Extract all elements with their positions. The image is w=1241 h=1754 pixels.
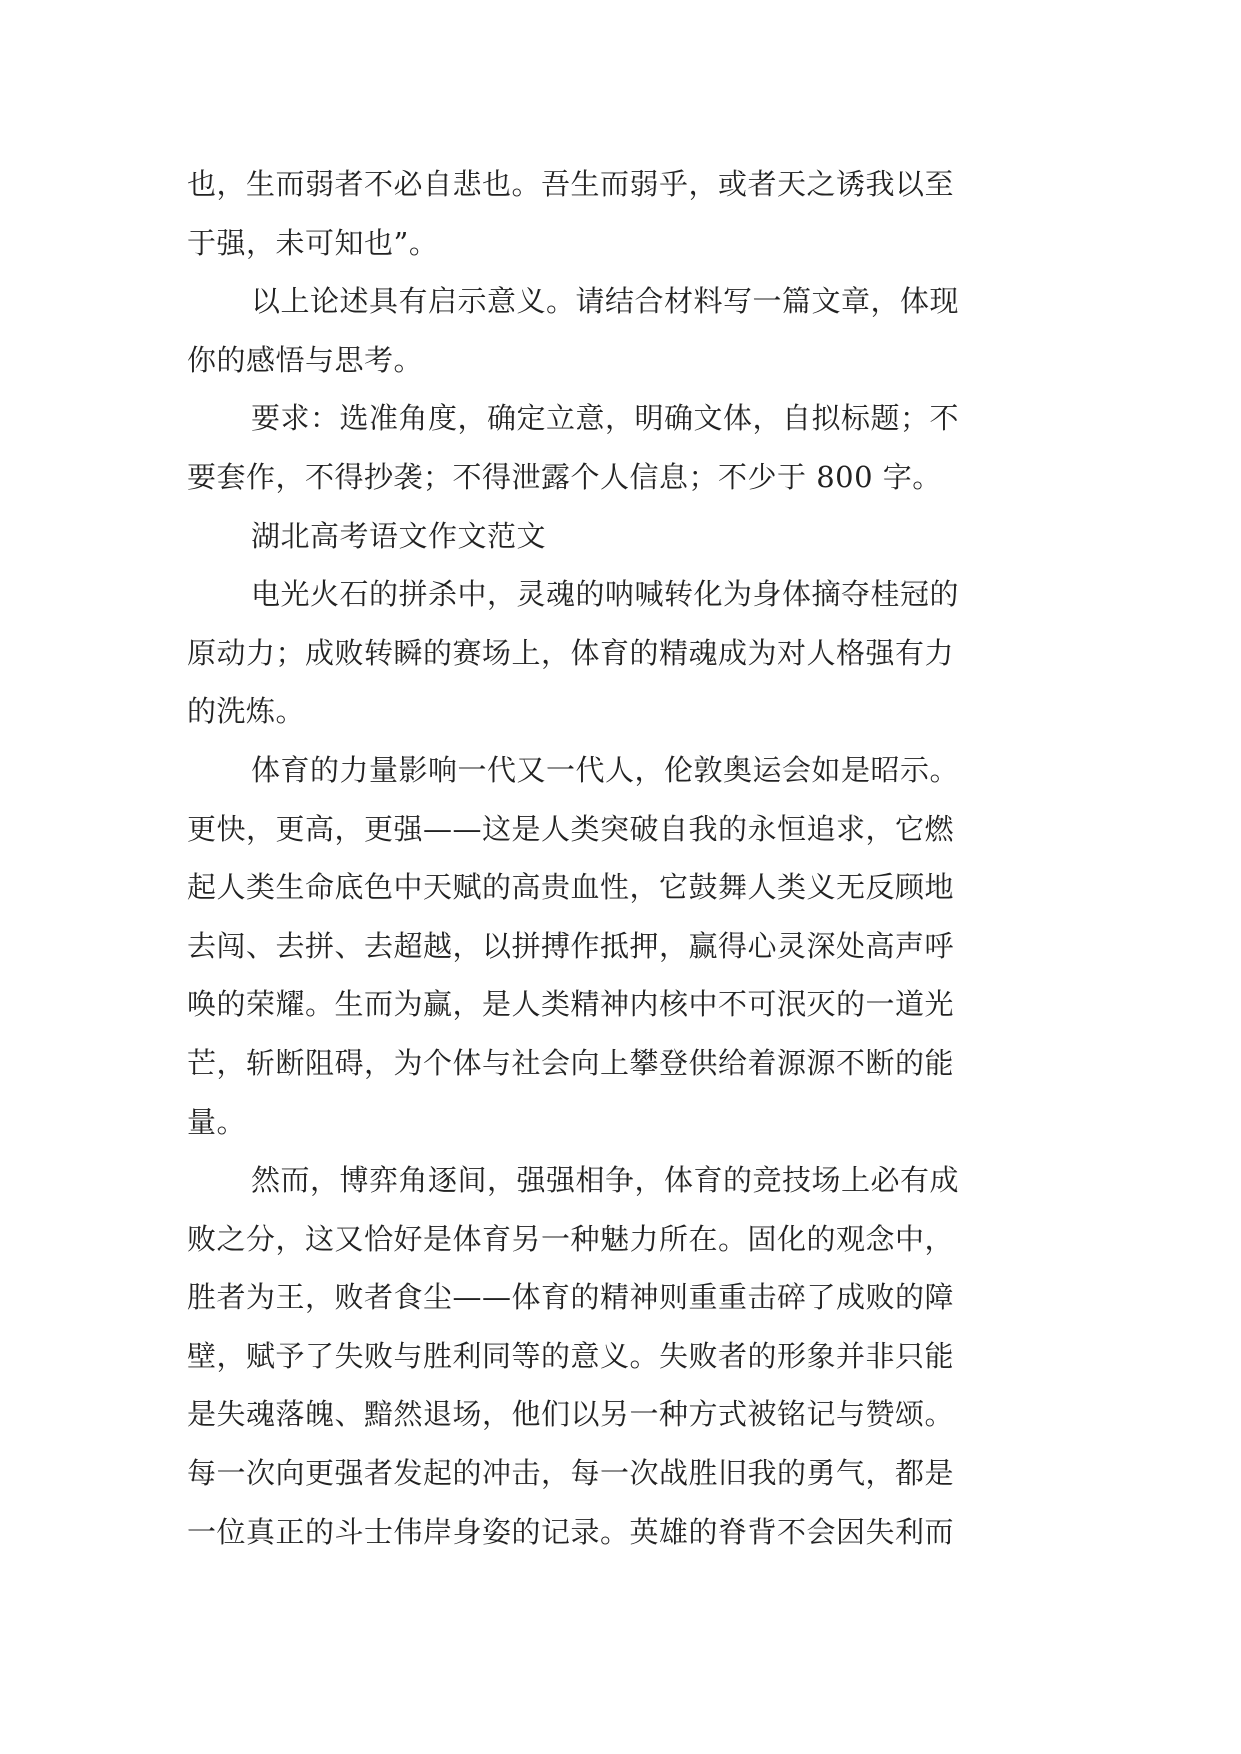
text-line: 起人类生命底色中天赋的高贵血性，它鼓舞人类义无反顾地 [187,870,955,905]
text-line: 的洗炼。 [187,694,306,729]
text-line: 量。 [187,1104,247,1139]
text-line: 电光火石的拼杀中，灵魂的呐喊转化为身体摘夺桂冠的 [251,577,960,612]
document-body [187,155,1053,1561]
text-line: 要套作，不得抄袭；不得泄露个人信息；不少于 800 字。 [187,459,942,494]
text-line: 体育的力量影响一代又一代人，伦敦奥运会如是昭示。 [251,752,960,787]
text-line: 原动力；成败转瞬的赛场上，体育的精魂成为对人格强有力 [187,635,955,670]
text-line: 唤的荣耀。生而为赢，是人类精神内核中不可泯灭的一道光 [187,987,955,1022]
text-line: 更快，更高，更强——这是人类突破自我的永恒追求，它燃 [187,811,955,846]
text-line: 壁，赋予了失败与胜利同等的意义。失败者的形象并非只能 [187,1338,955,1373]
text-line: 胜者为王，败者食尘——体育的精神则重重击碎了成败的障 [187,1280,955,1315]
text-line: 也，生而弱者不必自悲也。吾生而弱乎，或者天之诱我以至 [187,167,955,201]
text-line: 你的感悟与思考。 [187,342,424,377]
text-line: 一位真正的斗士伟岸身姿的记录。英雄的脊背不会因失利而 [187,1514,955,1549]
text-line: 每一次向更强者发起的冲击，每一次战胜旧我的勇气，都是 [187,1456,955,1491]
section-heading: 湖北高考语文作文范文 [251,518,547,553]
text-line: 败之分，这又恰好是体育另一种魅力所在。固化的观念中， [187,1221,955,1256]
text-line: 芒，斩断阻碍，为个体与社会向上攀登供给着源源不断的能 [187,1045,955,1080]
text-line: 于强，未可知也”。 [187,225,439,260]
text-line: 是失魂落魄、黯然退场，他们以另一种方式被铭记与赞颂。 [187,1397,955,1432]
text-line: 然而，博弈角逐间，强强相争，体育的竞技场上必有成 [251,1163,960,1198]
text-line: 要求：选准角度，确定立意，明确文体，自拟标题；不 [251,401,960,436]
text-line: 去闯、去拼、去超越，以拼搏作抵押，赢得心灵深处高声呼 [187,928,955,963]
text-line: 以上论述具有启示意义。请结合材料写一篇文章，体现 [251,284,960,319]
